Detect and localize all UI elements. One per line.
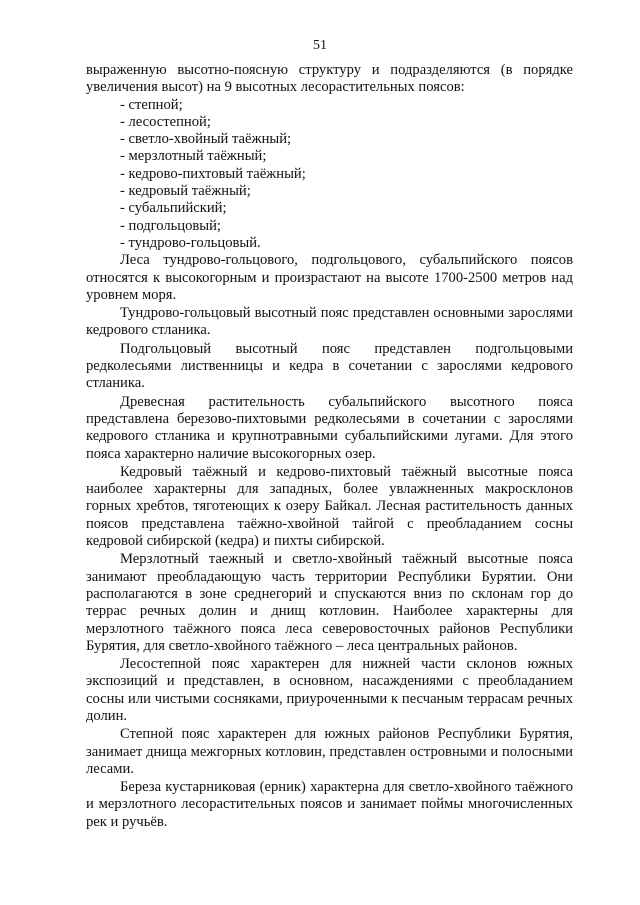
paragraph-forest-steppe-belt: Лесостепной пояс характерен для нижней части склонов южных экспозиций и представлен, в основном, насаждениями с преобладанием сосны или чистыми сосняками, приуроченными к песчаным террасам речных долин. — [86, 656, 573, 724]
paragraph-subgoltsy-belt: Подгольцовый высотный пояс представлен подгольцовыми редколесьями лиственницы и кедра в сочетании с зарослями кедрового стланика. — [86, 340, 573, 392]
list-item: - кедрово-пихтовый таёжный; — [120, 165, 306, 182]
list-item: - тундрово-гольцовый. — [120, 234, 261, 251]
list-item: - степной; — [120, 96, 183, 113]
list-item: - светло-хвойный таёжный; — [120, 131, 292, 148]
paragraph-cedar-belts: Кедровый таёжный и кедрово-пихтовый таёжный высотные пояса наиболее характерны для западных, более увлажненных макросклонов горных хребтов, тяготеющих к озеру Байкал. Лесная растительность данных поясов представлена таёжно-хвойной тайгой с преобладанием сосны кедровой сибирской (кедра) и пихты сибирской. — [86, 463, 573, 550]
paragraph-steppe-belt: Степной пояс характерен для южных районов Республики Бурятия, занимает днища межгорных котловин, представлен островными и полосными лесами. — [86, 726, 573, 777]
paragraph-subalpine-belt: Древесная растительность субальпийского высотного пояса представлена березово-пихтовыми редколесьями в сочетании с зарослями кедрового стланика и крупнотравными субальпийскими лугами. Для этого пояса характерно наличие высокогорных озер. — [86, 393, 573, 462]
vegetation-belts-list — [86, 97, 573, 253]
paragraph-highland-forests: Леса тундрово-гольцового, подгольцового, субальпийского поясов относятся к высокогорным и произрастают на высоте 1700-2500 метров над уровнем моря. — [86, 252, 573, 303]
page-number: 51 — [313, 38, 327, 53]
paragraph-tundra-belt: Тундрово-гольцовый высотный пояс представлен основными зарослями кедрового стланика. — [86, 305, 573, 339]
list-item: - лесостепной; — [120, 113, 211, 130]
list-item: - субальпийский; — [120, 200, 227, 217]
paragraph-permafrost-belts: Мерзлотный таежный и светло-хвойный таёжный высотные пояса занимают преобладающую часть территории Республики Бурятии. Они располагаются в зоне среднегорий и спускаются вниз по склонам гор до террас речных долин и днищ котловин. Наиболее характерны для мерзлотного таёжного пояса леса северовосточных районов Республики Бурятия, для светло-хвойного таёжного – леса центральных районов. — [86, 551, 573, 654]
document-body — [86, 62, 573, 831]
paragraph-shrub-birch: Береза кустарниковая (ерник) характерна для светло-хвойного таёжного и мерзлотного лесорастительных поясов и занимает поймы многочисленных рек и ручьёв. — [86, 779, 573, 830]
list-item: - подгольцовый; — [120, 217, 221, 234]
intro-paragraph: выраженную высотно-поясную структуру и подразделяются (в порядке увеличения высот) на 9 высотных лесорастительных поясов: — [86, 62, 573, 96]
list-item: - кедровый таёжный; — [120, 183, 251, 200]
list-item: - мерзлотный таёжный; — [120, 148, 267, 165]
